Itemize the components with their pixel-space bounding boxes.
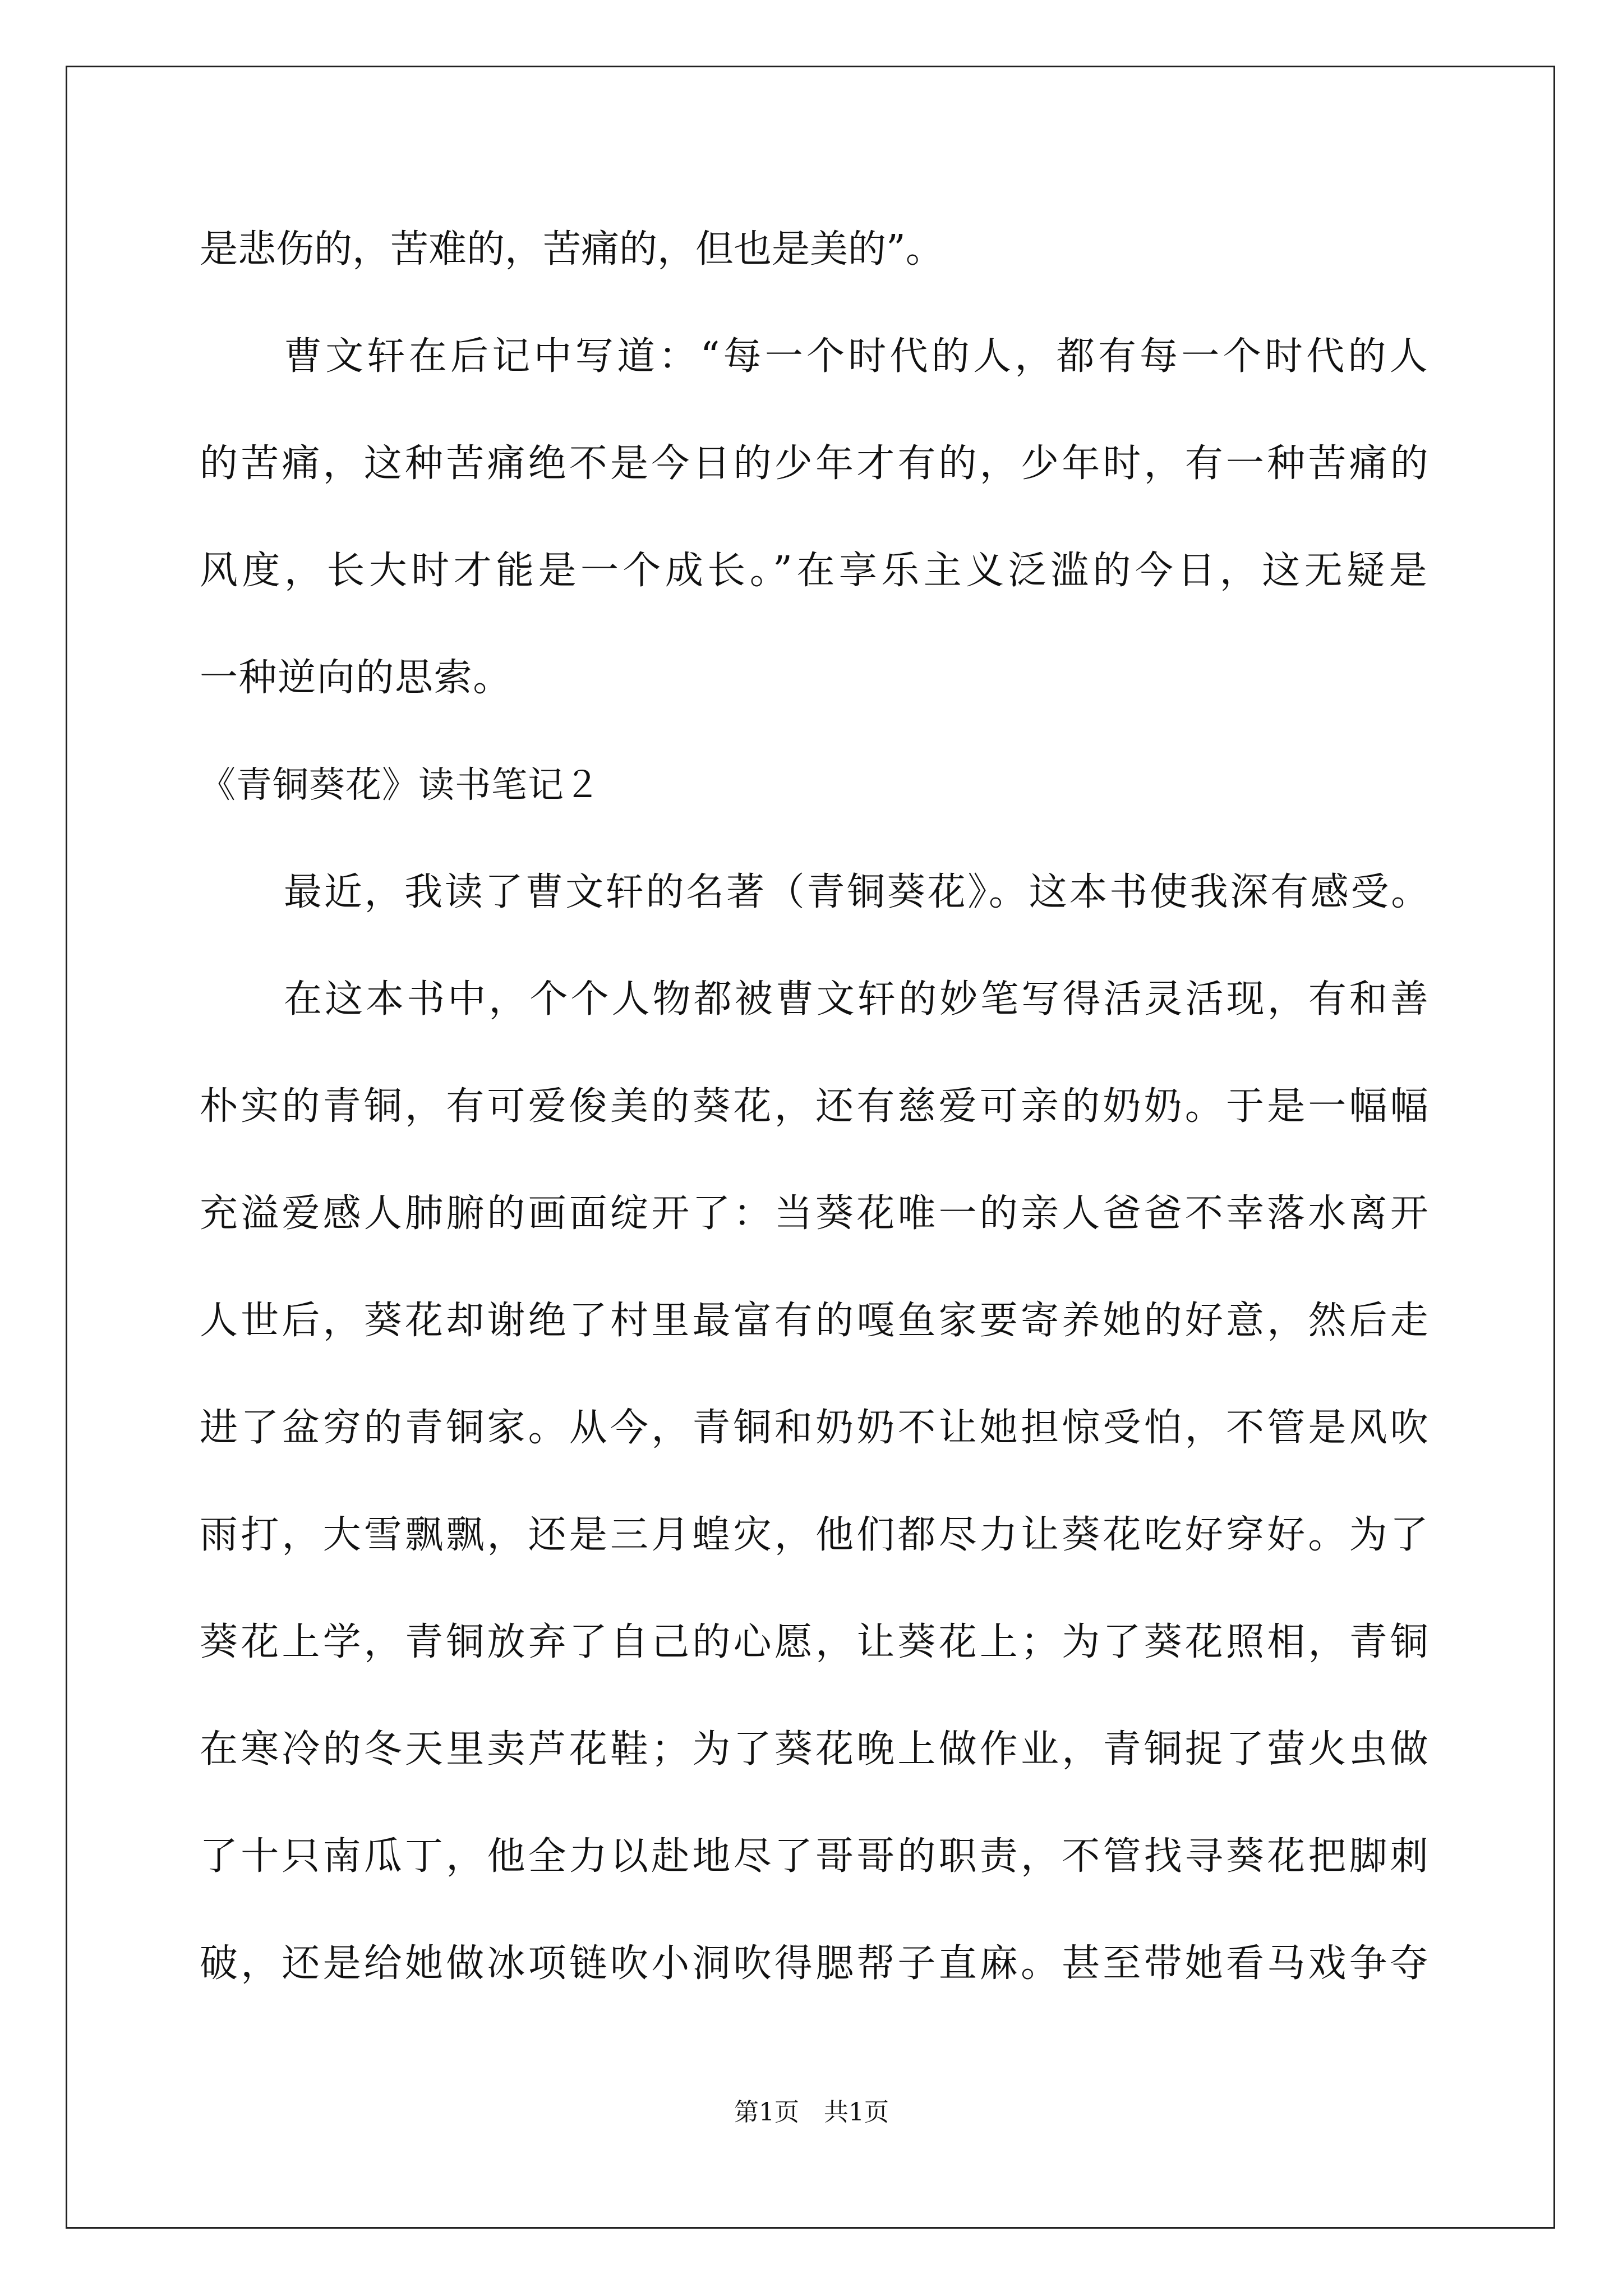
text-line: 了十只南瓜丁，他全力以赴地尽了哥哥的职责，不管找寻葵花把脚刺 [200,1834,1431,1879]
text-line: 在这本书中，个个人物都被曹文轩的妙笔写得活灵活现，有和善 [284,977,1431,1022]
text-line: 葵花上学，青铜放弃了自己的心愿，让葵花上；为了葵花照相，青铜 [200,1620,1431,1664]
text-line: 进了盆穷的青铜家。从今，青铜和奶奶不让她担惊受怕，不管是风吹 [200,1406,1431,1450]
text-line: 的苦痛，这种苦痛绝不是今日的少年才有的，少年时，有一种苦痛的 [200,441,1431,486]
text-line: 朴实的青铜，有可爱俊美的葵花，还有慈爱可亲的奶奶。于是一幅幅 [200,1084,1431,1129]
document-body [200,208,1431,2029]
text-line: 最近，我读了曹文轩的名著（青铜葵花》。这本书使我深有感受。 [284,870,1431,914]
text-line: 曹文轩在后记中写道：“每一个时代的人，都有每一个时代的人 [284,334,1431,379]
text-line: 充溢爱感人肺腑的画面绽开了：当葵花唯一的亲人爸爸不幸落水离开 [200,1191,1431,1236]
text-line: 雨打，大雪飘飘，还是三月蝗灾，他们都尽力让葵花吃好穿好。为了 [200,1513,1431,1557]
text-line: 人世后，葵花却谢绝了村里最富有的嘎鱼家要寄养她的好意，然后走 [200,1299,1431,1343]
page-number-footer: 第1页 共1页 [734,2098,889,2127]
text-line: 风度，长大时才能是一个成长。”在享乐主义泛滥的今日，这无疑是 [200,549,1431,593]
text-line: 破，还是给她做冰项链吹小洞吹得腮帮子直麻。甚至带她看马戏争夺 [200,1941,1431,1986]
text-line: 是悲伤的，苦难的，苦痛的，但也是美的”。 [200,227,944,272]
text-line: 一种逆向的思索。 [200,656,512,700]
section-title: 《青铜葵花》读书笔记２ [200,765,601,806]
text-line: 在寒冷的冬天里卖芦花鞋；为了葵花晚上做作业，青铜捉了萤火虫做 [200,1727,1431,1772]
